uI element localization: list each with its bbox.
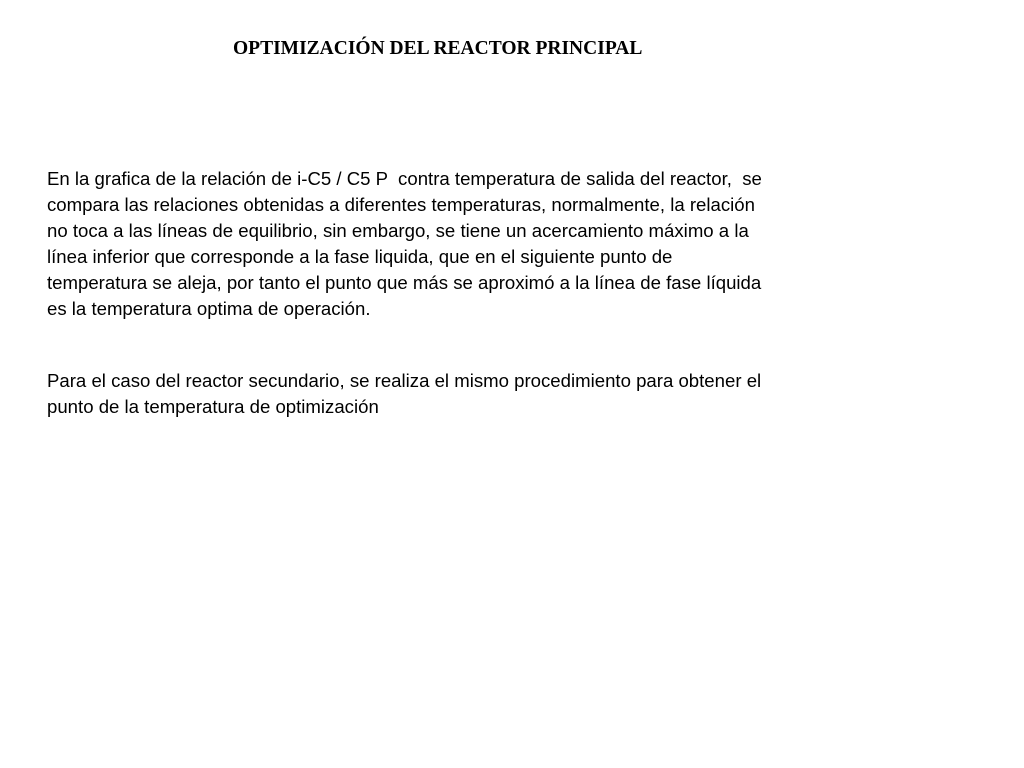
paragraph-line: Para el caso del reactor secundario, se realiza el mismo procedimiento para obtener el [47, 370, 762, 391]
paragraph-line: línea inferior que corresponde a la fase liquida, que en el siguiente punto de [47, 246, 673, 267]
paragraph-line: no toca a las líneas de equilibrio, sin embargo, se tiene un acercamiento máximo a la [47, 220, 749, 241]
paragraph-line: compara las relaciones obtenidas a diferentes temperaturas, normalmente, la relación [47, 194, 755, 215]
slide-title: OPTIMIZACIÓN DEL REACTOR PRINCIPAL [233, 38, 643, 59]
paragraph-line: punto de la temperatura de optimización [47, 396, 379, 417]
paragraph-line: es la temperatura optima de operación. [47, 298, 371, 319]
paragraph-line: En la grafica de la relación de i-C5 / C5 P contra temperatura de salida del reactor, se [47, 168, 762, 189]
paragraph-line: temperatura se aleja, por tanto el punto que más se aproximó a la línea de fase líquida [47, 272, 762, 293]
paragraph-reactor-principal [47, 166, 947, 322]
paragraph-reactor-secundario [47, 368, 947, 420]
